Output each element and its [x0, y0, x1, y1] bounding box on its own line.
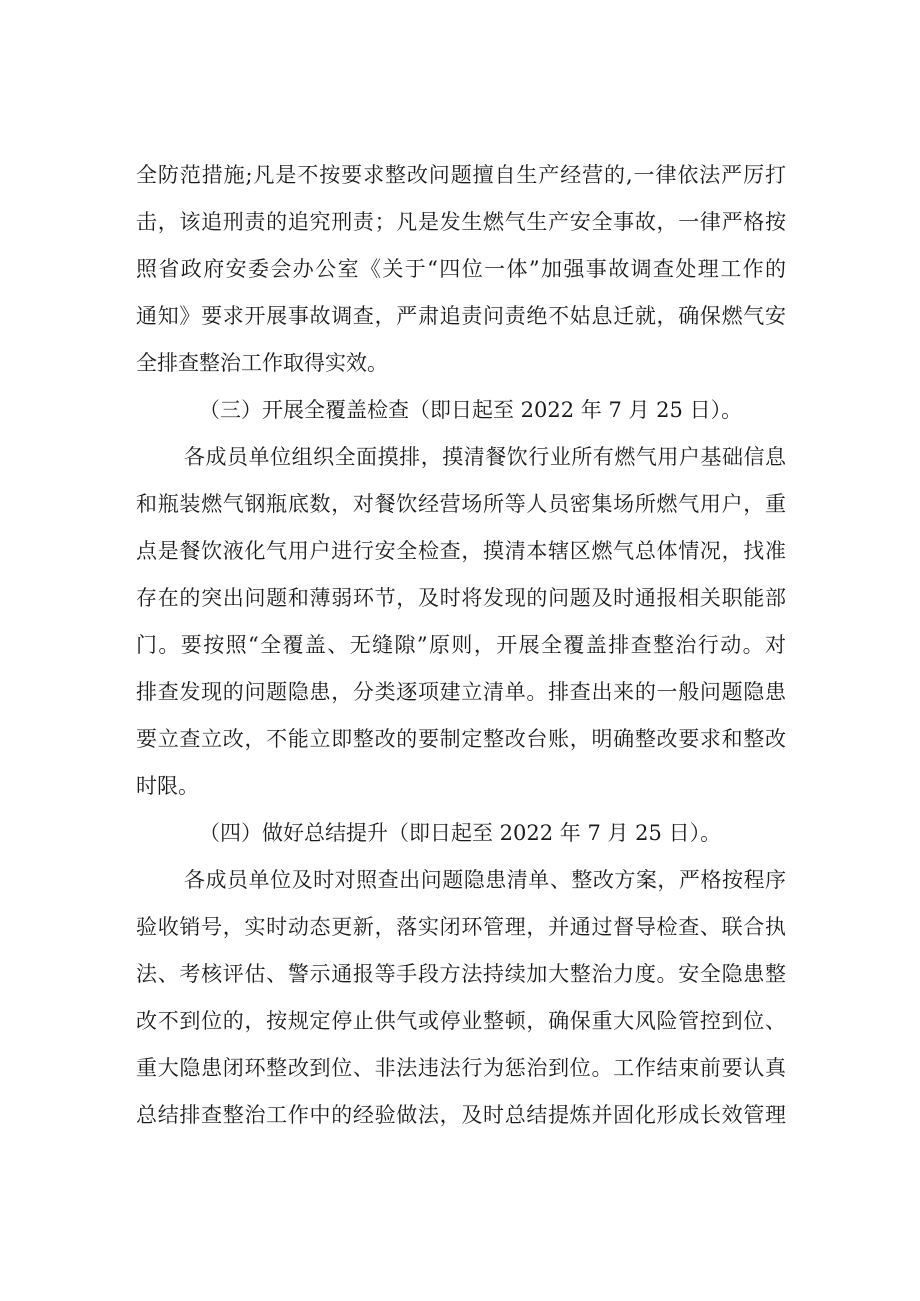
paragraph-1-line-5: 全排查整治工作取得实效。 — [136, 351, 388, 375]
paragraph-3-line-6: 总结排查整治工作中的经验做法，及时总结提炼并固化形成长效管理 — [136, 1103, 786, 1127]
paragraph-3-line-4: 改不到位的，按规定停止供气或停业整顿，确保重大风险管控到位、 — [136, 1009, 786, 1033]
paragraph-2-line-6: 排查发现的问题隐患，分类逐项建立清单。排查出来的一般问题隐患 — [136, 680, 786, 704]
paragraph-2-line-3: 点是餐饮液化气用户进行安全检查，摸清本辖区燃气总体情况，找准 — [136, 539, 786, 563]
paragraph-2-line-7: 要立查立改，不能立即整改的要制定整改台账，明确整改要求和整改 — [136, 727, 786, 751]
paragraph-1-line-1: 全防范措施;凡是不按要求整改问题擅自生产经营的,一律依法严厉打 — [136, 163, 786, 187]
paragraph-2-line-2: 和瓶装燃气钢瓶底数，对餐饮经营场所等人员密集场所燃气用户，重 — [136, 492, 786, 516]
paragraph-2-line-5: 门。要按照“全覆盖、无缝隙”原则，开展全覆盖排查整治行动。对 — [136, 633, 786, 657]
paragraph-2-line-1: 各成员单位组织全面摸排，摸清餐饮行业所有燃气用户基础信息 — [184, 445, 786, 469]
paragraph-3-line-3: 法、考核评估、警示通报等手段方法持续加大整治力度。安全隐患整 — [136, 962, 786, 986]
paragraph-3-line-1: 各成员单位及时对照查出问题隐患清单、整改方案，严格按程序 — [184, 868, 786, 892]
paragraph-3-line-5: 重大隐患闭环整改到位、非法违法行为惩治到位。工作结束前要认真 — [136, 1056, 786, 1080]
paragraph-1-line-4: 通知》要求开展事故调查，严肃追责问责绝不姑息迁就，确保燃气安 — [136, 304, 786, 328]
section-heading-3: （三）开展全覆盖检查（即日起至 2022 年 7 月 25 日）。 — [199, 398, 743, 422]
paragraph-2-line-4: 存在的突出问题和薄弱环节，及时将发现的问题及时通报相关职能部 — [136, 586, 786, 610]
paragraph-3-line-2: 验收销号，实时动态更新，落实闭环管理，并通过督导检查、联合执 — [136, 915, 786, 939]
paragraph-1-line-2: 击，该追刑责的追究刑责；凡是发生燃气生产安全事故，一律严格按 — [136, 210, 786, 234]
paragraph-1-line-3: 照省政府安委会办公室《关于“四位一体”加强事故调查处理工作的 — [136, 257, 786, 281]
paragraph-2-line-8: 时限。 — [136, 774, 199, 798]
section-heading-4: （四）做好总结提升（即日起至 2022 年 7 月 25 日）。 — [199, 821, 722, 845]
